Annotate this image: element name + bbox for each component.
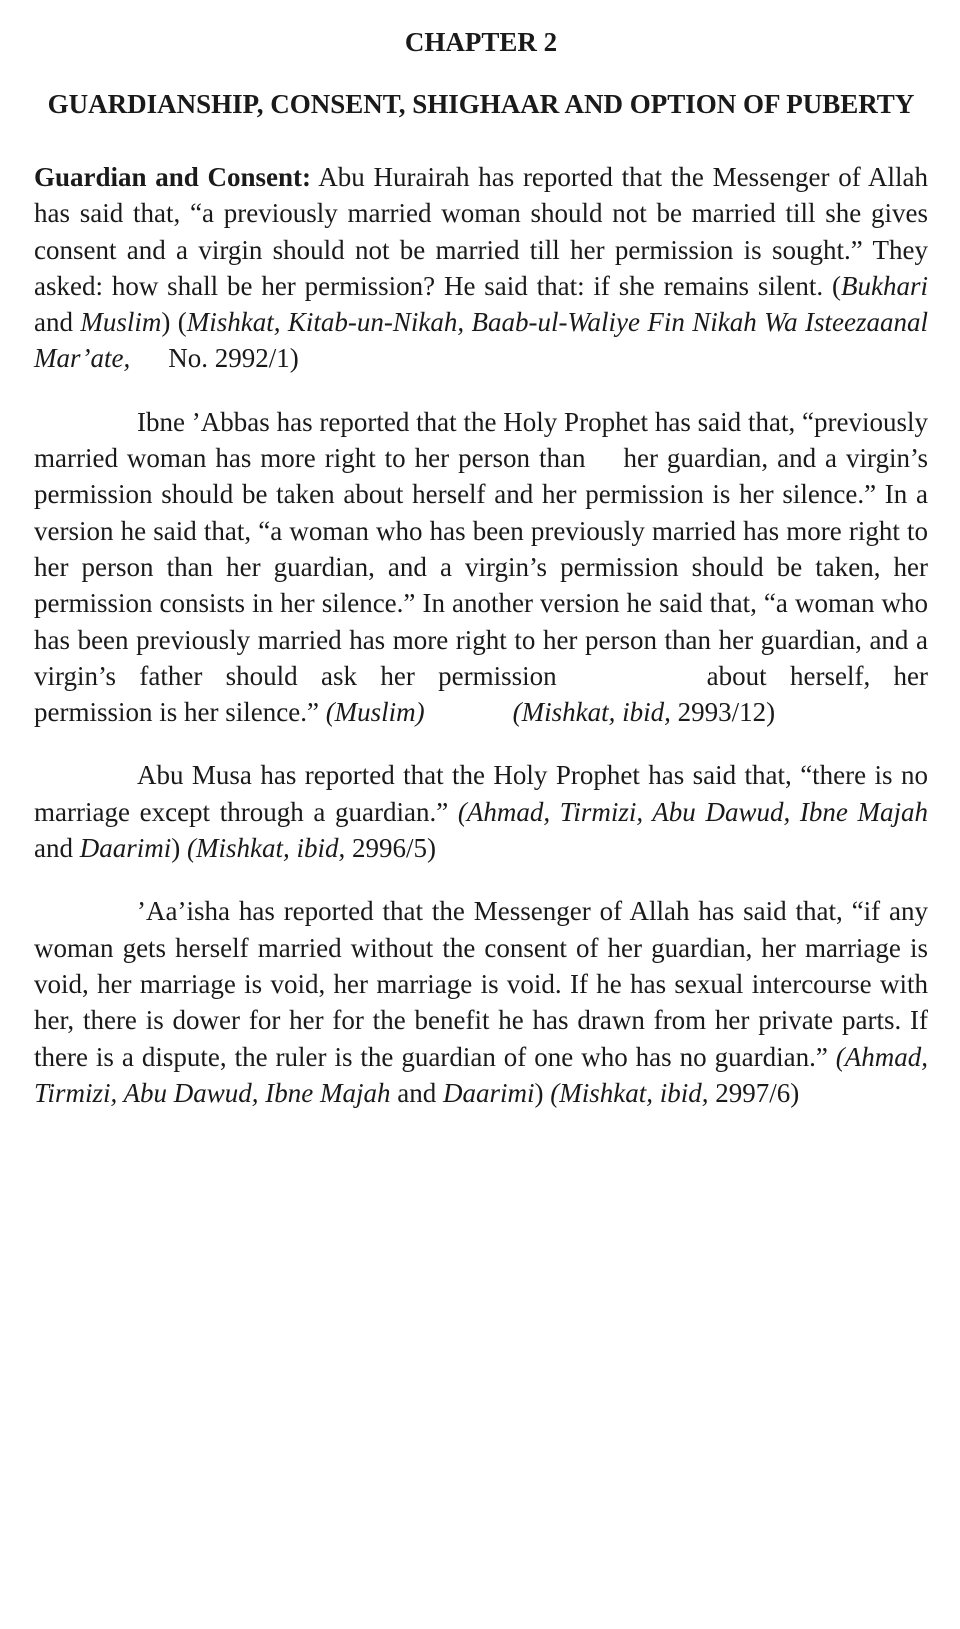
paragraph-text: Ibne ’Abbas has reported that the Holy Prophet has said that, “previously married woman has more right to her person than: [34, 406, 928, 474]
reference-number: 2996/5): [351, 833, 436, 864]
paragraph-aaisha: [34, 893, 928, 1111]
chapter-title: GUARDIANSHIP, CONSENT, SHIGHAAR AND OPTION OF PUBERTY: [47, 89, 915, 119]
citation-source: (Ahmad, Tirmizi, Abu Dawud, Ibne Majah: [34, 1041, 929, 1108]
citation-source: (Ahmad, Tirmizi, Abu Dawud, Ibne Majah: [457, 796, 928, 827]
paragraph-text: about herself, her permission is her silence.”: [34, 660, 929, 728]
paragraph-text: Abu Musa has reported that the Holy Prophet has said that, “there is no marriage except through a guardian.”: [34, 760, 928, 827]
citation-paren: (: [832, 270, 841, 301]
citation-paren: ): [161, 307, 171, 338]
citation-paren: ): [171, 833, 181, 864]
reference-text: (Mishkat, ibid,: [512, 697, 671, 728]
citation-source: Daarimi: [443, 1077, 535, 1108]
reference-number: 2993/12): [677, 697, 776, 728]
reference-number: No. 2992/1): [168, 343, 299, 374]
citation-paren: ): [534, 1077, 544, 1108]
reference-text: (Mishkat, ibid,: [187, 833, 346, 864]
reference-text: Mishkat, Kitab-un-Nikah, Baab-ul-Waliye Fin Nikah Wa Isteezaanal Mar’ate,: [34, 307, 928, 374]
citation-source: Daarimi: [79, 833, 172, 864]
citation-source: Muslim: [80, 307, 162, 338]
citation-source: Bukhari: [841, 270, 928, 301]
paragraph-guardian-consent: [34, 159, 928, 377]
document-page: [34, 20, 928, 1111]
paragraph-ibne-abbas: [34, 404, 928, 731]
paragraph-text: ’Aa’isha has reported that the Messenger of Allah has said that, “if any woman gets herself married without the consent of her guardian, her marriage is void, her marriage is void, her marriage is void. If he has sexual intercourse with her, there is dower for her for the benefit he has drawn from her private parts. If there is a dispute, the ruler is the guardian of one who has no guardian.”: [34, 896, 928, 1072]
reference-text: (Mishkat, ibid,: [550, 1077, 709, 1108]
citation-and: and: [34, 307, 81, 338]
citation-source: (Muslim): [325, 697, 425, 728]
paragraph-abu-musa: [34, 757, 928, 866]
citation-and: and: [34, 833, 80, 864]
paragraph-text: her guardian, and a virgin’s permission should be taken about herself and her permission is her silence.” In a version he said that, “a woman who has been previously married has more right to her person than her guardian, and a virgin’s permission should be taken, her permission consists in her silence.” In another version he said that, “a woman who has been previously married has more right to her person than her guardian, and a virgin’s father should ask her permission: [34, 443, 928, 691]
paragraph-text: Abu Hurairah has reported that the Messenger of Allah has said that, “a previously married woman should not be married till she gives consent and a virgin should not be married till her permission is sought.” They asked: how shall be her permission? He said that: if she remains silent.: [34, 162, 928, 301]
reference-number: 2997/6): [715, 1077, 800, 1108]
citation-and: and: [390, 1077, 444, 1108]
section-heading: Guardian and Consent:: [34, 162, 312, 192]
reference-paren: (: [177, 307, 187, 338]
chapter-label: CHAPTER 2: [404, 27, 558, 57]
